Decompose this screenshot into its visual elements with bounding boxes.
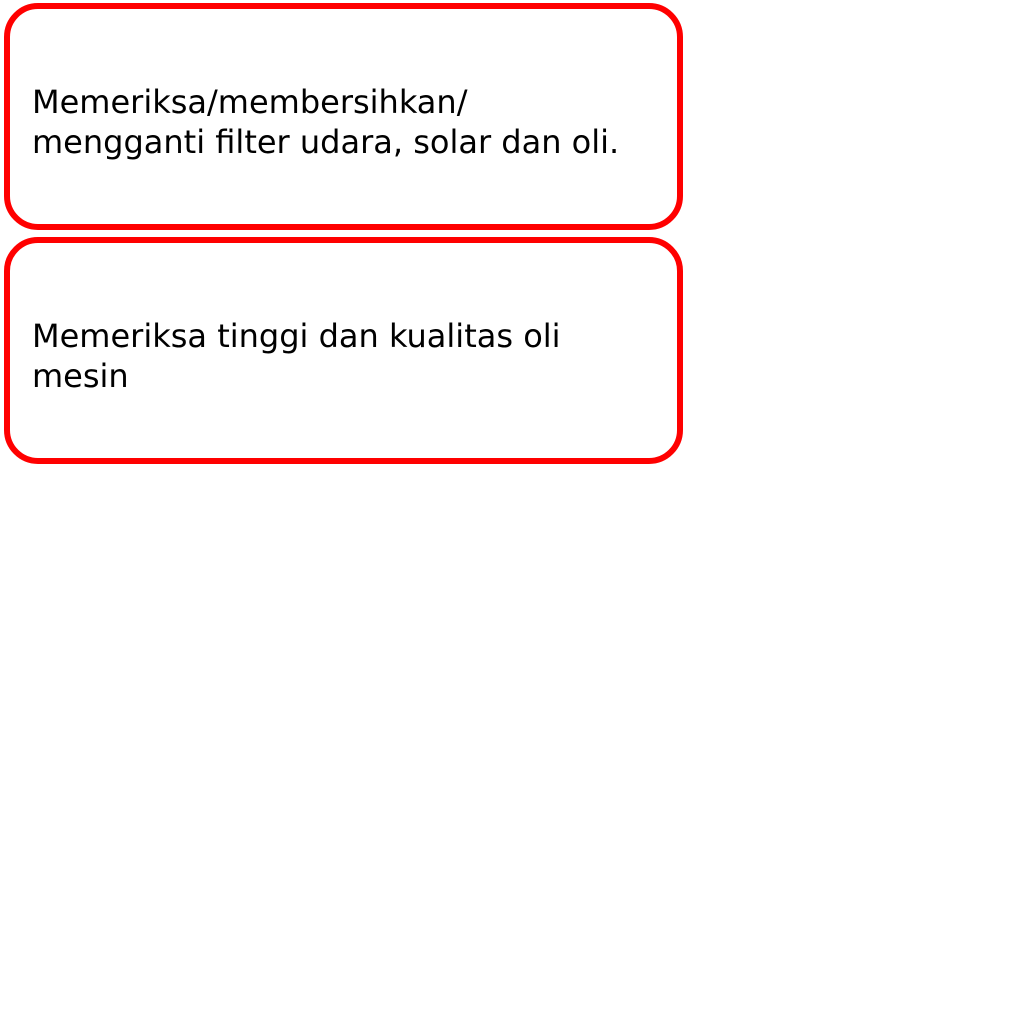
step-card-text: Memeriksa/membersihkan/ mengganti filter udara, solar dan oli. xyxy=(32,83,620,161)
step-card-filter xyxy=(4,3,683,230)
step-card-text: Memeriksa tinggi dan kualitas oli mesin xyxy=(32,317,561,395)
step-card-oil-check xyxy=(4,237,683,464)
